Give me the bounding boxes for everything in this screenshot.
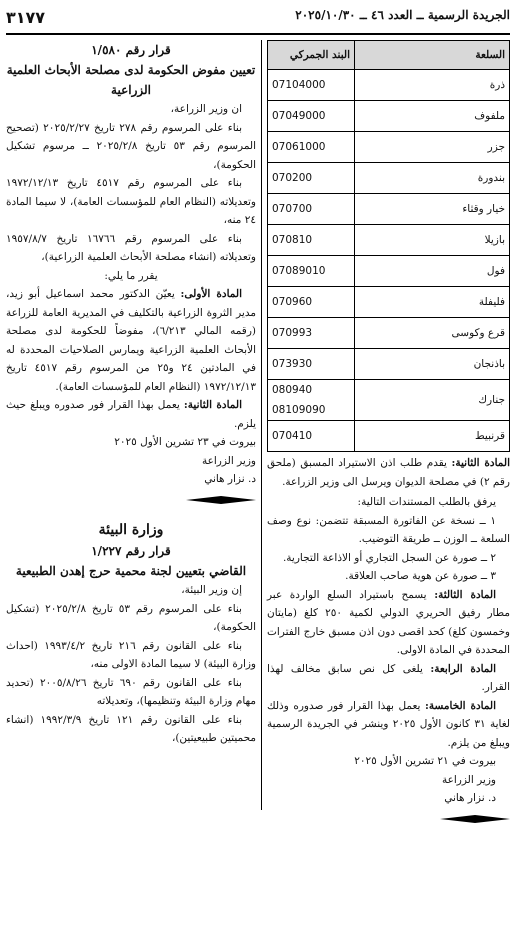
code-value: 07061000 xyxy=(272,141,326,153)
customs-code xyxy=(268,349,355,380)
table-row xyxy=(268,287,510,318)
item-name: جنارك xyxy=(355,380,510,421)
doc-1: ١ ــ نسخة عن الفاتورة المسبقة تتضمن: نوع وصف السلعة ــ الوزن ــ طريقة التوضيب. xyxy=(267,514,510,545)
table-row xyxy=(268,380,510,421)
code-value: 080940 xyxy=(272,384,313,396)
decision-title: تعيين مفوض الحكومة لدى مصلحة الأبحاث العلمية الزراعية xyxy=(6,63,256,97)
article-text: يعمل بهذا القرار فور صدوره وذلك لغاية ٣١ كانون الأول ٢٠٢٥ وينشر في الجريدة الرسمية ويبلغ من يلزم. xyxy=(267,699,510,749)
article-text: يقدم طلب اذن الاستيراد المسبق (ملحق رقم ٢) في مصلحة الديوان ويرسل الى وزير الزراعة. xyxy=(267,457,510,488)
basis-2: بناء على المرسوم رقم ٤٥١٧ تاريخ ١٩٧٢/١٢/١٣ وتعديلاته (النظام العام للمؤسسات العامة)، لا سيما المادة ٢٤ منه، xyxy=(6,177,256,226)
article-text: يلغى كل نص سابق مخالف لهذا القرار. xyxy=(267,662,510,693)
customs-code xyxy=(268,132,355,163)
item-name: بازيلا xyxy=(355,225,510,256)
decision-number: قرار رقم ١/٥٨٠ xyxy=(91,43,171,57)
code-value: 07104000 xyxy=(272,79,326,91)
table-row xyxy=(268,318,510,349)
article-label: المادة الرابعة: xyxy=(430,662,496,675)
l-article-1 xyxy=(6,285,256,396)
basis-3: بناء على المرسوم رقم ١٦٧٦٦ تاريخ ١٩٥٧/٨/٧ وتعديلاته (انشاء مصلحة الأبحاث العلمية الزراعية)، xyxy=(6,232,256,263)
table-row xyxy=(268,70,510,101)
table-row xyxy=(268,194,510,225)
customs-code xyxy=(268,380,355,421)
customs-code xyxy=(268,225,355,256)
customs-code xyxy=(268,421,355,452)
article-label: المادة الثانية: xyxy=(451,457,510,469)
ministry-title: وزارة البيئة xyxy=(98,522,164,538)
customs-code xyxy=(268,256,355,287)
signature-date: بيروت في ٢٣ تشرين الأول ٢٠٢٥ xyxy=(114,436,256,448)
table-row xyxy=(268,225,510,256)
article-text: يسمح باستيراد السلع الواردة عبر مطار رفيق الحريري الدولي لكمية ٢٥٠ كلغ (مايتان وخمسون كلغ) كحد اقصى دون اذن مسبق خارج الفترات المحددة في المادة الاولى. xyxy=(267,588,510,656)
item-name: ذرة xyxy=(355,70,510,101)
code-value: 08109090 xyxy=(272,404,326,416)
header-item: السلعة xyxy=(355,41,510,70)
basis-2: بناء على القانون رقم ٢١٦ تاريخ ١٩٩٣/٤/٢ (احداث وزارة البيئة) لا سيما المادة الاولى منه، xyxy=(6,639,256,670)
article-text: يعيّن الدكتور محمد اسماعيل أبو زيد، مدير الثروة الزراعية بالتكليف في المديرية العامة للزراعة (رقمه المالي ٦/٢١٣)، مفوضاً للحكومة لدى مصلحة الأبحاث العلمية الزراعية ويمارس الصلاحيات المحددة له في المادتين ٢٤ و٢٥ من المرسوم رقم ٤٥١٧ تاريخ ١٩٧٢/١٢/١٣ (النظام العام للمؤسسات العامة). xyxy=(6,288,256,393)
item-name: جزر xyxy=(355,132,510,163)
code-value: 070993 xyxy=(272,327,313,339)
item-name: قرنبيط xyxy=(355,421,510,452)
page-header xyxy=(6,8,510,30)
signature-name: د. نزار هاني xyxy=(444,792,496,804)
table-row xyxy=(268,256,510,287)
code-value: 073930 xyxy=(272,358,313,370)
r-article-5 xyxy=(267,697,510,753)
l-article-2 xyxy=(6,396,256,433)
customs-table xyxy=(267,40,510,452)
code-value: 070810 xyxy=(272,234,313,246)
decision-title: القاضي بتعيين لجنة محمية حرج إهدن الطبيعية xyxy=(15,564,247,578)
r-article-2 xyxy=(267,454,510,491)
code-value: 070200 xyxy=(272,172,313,184)
intro: إن وزير البيئة، xyxy=(181,584,242,596)
customs-code xyxy=(268,318,355,349)
table-row xyxy=(268,421,510,452)
code-value: 070960 xyxy=(272,296,313,308)
attachments-intro: يرفق بالطلب المستندات التالية: xyxy=(357,496,496,508)
article-label: المادة الخامسة: xyxy=(425,699,497,712)
table-row xyxy=(268,163,510,194)
item-name: باذنجان xyxy=(355,349,510,380)
basis-4: بناء على القانون رقم ١٢١ تاريخ ١٩٩٢/٣/٩ (انشاء محميتين طبيعيتين)، xyxy=(6,713,256,744)
r-article-4 xyxy=(267,660,510,697)
code-value: 070700 xyxy=(272,203,313,215)
code-value: 07089010 xyxy=(272,265,326,277)
code-value: 070410 xyxy=(272,430,313,442)
article-label: المادة الأولى: xyxy=(180,288,242,300)
page-number: ٣١٧٧ xyxy=(6,8,46,27)
signature-date: بيروت في ٢١ تشرين الأول ٢٠٢٥ xyxy=(354,755,496,767)
customs-code xyxy=(268,101,355,132)
item-name: قرع وكوسى xyxy=(355,318,510,349)
basis-1: بناء على المرسوم رقم ٥٣ تاريخ ٢٠٢٥/٢/٨ (تشكيل الحكومة)، xyxy=(6,602,256,633)
item-name: خيار وقثاء xyxy=(355,194,510,225)
signature-title: وزير الزراعة xyxy=(202,454,256,467)
header-rule xyxy=(6,33,510,35)
doc-3: ٣ ــ صورة عن هوية صاحب العلاقة. xyxy=(345,570,496,582)
decision-number: قرار رقم ١/٢٢٧ xyxy=(91,544,171,558)
section-divider xyxy=(186,495,256,505)
customs-code xyxy=(268,70,355,101)
left-column xyxy=(6,40,256,748)
section-divider xyxy=(440,814,510,824)
customs-code xyxy=(268,287,355,318)
basis-1: بناء على المرسوم رقم ٢٧٨ تاريخ ٢٠٢٥/٢/٢٧ (تصحيح المرسوم رقم ٥٣ تاريخ ٢٠٢٥/٢/٨ ــ مرسوم تشكيل الحكومة)، xyxy=(6,121,257,171)
doc-2: ٢ ــ صورة عن السجل التجاري أو الاذاعة التجارية. xyxy=(282,551,496,564)
customs-code xyxy=(268,163,355,194)
article-label: المادة الثالثة: xyxy=(434,588,497,601)
customs-code xyxy=(268,194,355,225)
item-name: فول xyxy=(355,256,510,287)
signature-title: وزير الزراعة xyxy=(442,773,496,786)
table-row xyxy=(268,349,510,380)
code-value: 07049000 xyxy=(272,110,326,122)
table-row xyxy=(268,132,510,163)
article-label: المادة الثانية: xyxy=(183,399,242,411)
gazette-title: الجريدة الرسمية ــ العدد ٤٦ ــ ٢٠٢٥/١٠/٣٠ xyxy=(295,8,510,22)
signature-name: د. نزار هاني xyxy=(204,473,256,485)
item-name: بندورة xyxy=(355,163,510,194)
table-header-row xyxy=(268,41,510,70)
header-code: البند الجمركي xyxy=(268,41,355,70)
basis-3: بناء على القانون رقم ٦٩٠ تاريخ ٢٠٠٥/٨/٢٦ (تحديد مهام وزارة البيئة وتنظيمها)، وتعديلاته xyxy=(6,676,256,707)
item-name: فليفلة xyxy=(355,287,510,318)
intro: ان وزير الزراعة، xyxy=(170,103,242,115)
article-text: يعمل بهذا القرار فور صدوره ويبلغ حيث يلزم. xyxy=(6,399,256,430)
table-row xyxy=(268,101,510,132)
item-name: ملفوف xyxy=(355,101,510,132)
r-article-3 xyxy=(267,586,510,660)
right-column xyxy=(267,40,510,838)
column-divider xyxy=(261,40,262,810)
decides: يقرر ما يلي: xyxy=(104,269,158,282)
